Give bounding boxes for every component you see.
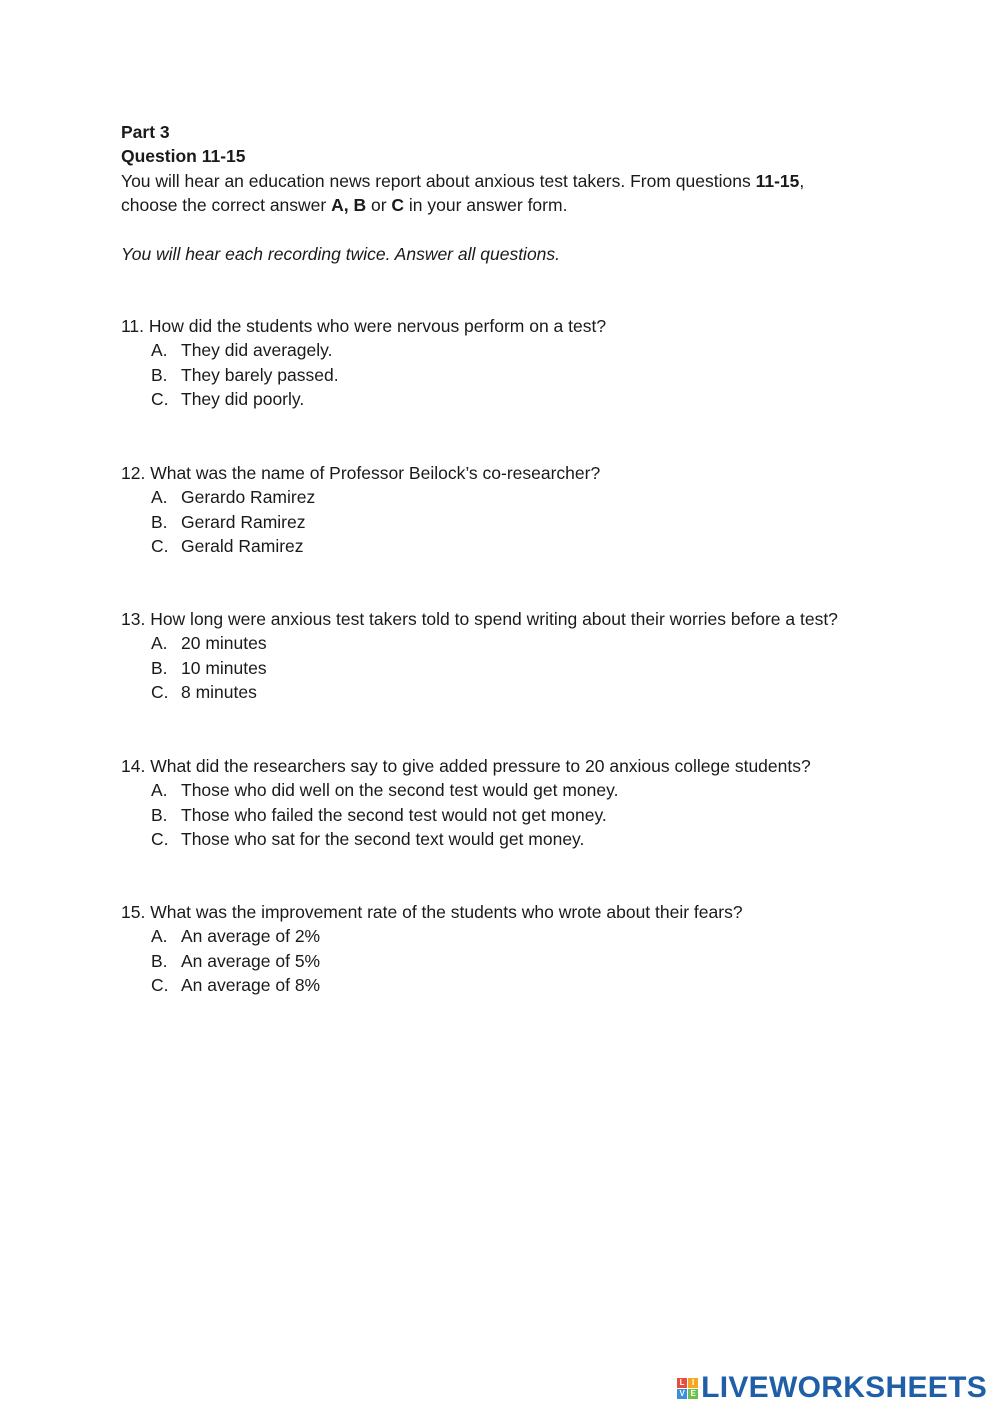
logo-wordmark: LIVEWORKSHEETS — [701, 1371, 987, 1404]
option-letter: C. — [151, 389, 169, 410]
option-text: Gerald Ramirez — [181, 536, 304, 557]
answer-options — [121, 338, 606, 411]
option-text: Those who sat for the second text would get money. — [181, 829, 585, 850]
option-b[interactable] — [121, 510, 600, 534]
logo-letter-i: I — [688, 1378, 698, 1388]
option-letter: B. — [151, 804, 168, 825]
option-b[interactable] — [121, 949, 743, 973]
intro-bold-c: C — [391, 195, 405, 216]
listening-instruction: You will hear each recording twice. Answer all questions. — [121, 243, 561, 264]
option-c[interactable] — [121, 534, 600, 558]
question-12 — [121, 461, 600, 559]
intro-bold-ab: A, B — [331, 195, 367, 216]
option-text: They did poorly. — [181, 389, 305, 410]
option-letter: B. — [151, 511, 168, 532]
intro-text-c: choose the correct answer — [121, 195, 332, 216]
question-14 — [121, 754, 811, 852]
question-text: 13. How long were anxious test takers told to spend writing about their worries before a test? — [121, 609, 838, 629]
question-text: 14. What did the researchers say to give added pressure to 20 anxious college students? — [121, 756, 811, 776]
option-letter: B. — [151, 364, 168, 385]
answer-options — [121, 485, 600, 558]
question-13 — [121, 607, 838, 705]
worksheet-page — [121, 120, 941, 266]
intro-bold-range: 11-15 — [755, 170, 800, 191]
option-c[interactable] — [121, 973, 743, 997]
option-letter: C. — [151, 975, 169, 996]
option-letter: A. — [151, 633, 168, 654]
intro-line-1 — [121, 169, 941, 193]
option-text: An average of 5% — [181, 950, 321, 971]
question-15 — [121, 900, 743, 998]
option-text: They did averagely. — [181, 340, 333, 361]
option-a[interactable] — [121, 924, 743, 948]
intro-text-a: You will hear an education news report about anxious test takers. From questions — [121, 170, 756, 191]
option-text: An average of 2% — [181, 926, 321, 947]
option-letter: B. — [151, 950, 168, 971]
question-text: 12. What was the name of Professor Beilock’s co-researcher? — [121, 463, 601, 483]
answer-options — [121, 778, 811, 851]
option-letter: C. — [151, 536, 169, 557]
liveworksheets-logo[interactable] — [677, 1372, 987, 1404]
option-b[interactable] — [121, 656, 838, 680]
option-text: Gerardo Ramirez — [181, 487, 316, 508]
option-c[interactable] — [121, 387, 606, 411]
question-text: 11. How did the students who were nervous perform on a test? — [121, 316, 607, 336]
option-letter: C. — [151, 829, 169, 850]
option-a[interactable] — [121, 631, 838, 655]
option-text: Gerard Ramirez — [181, 511, 306, 532]
answer-options — [121, 631, 838, 704]
intro-line-2 — [121, 193, 941, 217]
option-letter: B. — [151, 657, 168, 678]
logo-letter-v: V — [677, 1389, 687, 1399]
option-text: 20 minutes — [181, 633, 267, 654]
option-letter: A. — [151, 780, 168, 801]
question-11 — [121, 314, 606, 412]
option-text: Those who did well on the second test would get money. — [181, 780, 619, 801]
option-text: They barely passed. — [181, 364, 339, 385]
intro-text-or: or — [366, 195, 392, 216]
option-text: An average of 8% — [181, 975, 321, 996]
question-text: 15. What was the improvement rate of the students who wrote about their fears? — [121, 902, 743, 922]
option-text: 8 minutes — [181, 682, 257, 703]
option-b[interactable] — [121, 803, 811, 827]
question-range-heading: Question 11-15 — [121, 146, 246, 167]
answer-options — [121, 924, 743, 997]
option-text: 10 minutes — [181, 657, 267, 678]
option-b[interactable] — [121, 363, 606, 387]
option-c[interactable] — [121, 827, 811, 851]
option-c[interactable] — [121, 680, 838, 704]
logo-mark-icon — [677, 1378, 698, 1399]
option-a[interactable] — [121, 338, 606, 362]
part-heading: Part 3 — [121, 122, 170, 142]
logo-letter-e: E — [688, 1389, 698, 1399]
logo-letter-l: L — [677, 1378, 687, 1388]
option-letter: A. — [151, 487, 168, 508]
option-letter: A. — [151, 926, 168, 947]
option-letter: A. — [151, 340, 168, 361]
option-a[interactable] — [121, 778, 811, 802]
intro-text-b: , — [799, 170, 805, 191]
option-letter: C. — [151, 682, 169, 703]
intro-text-d: in your answer form. — [404, 195, 568, 216]
option-a[interactable] — [121, 485, 600, 509]
option-text: Those who failed the second test would not get money. — [181, 804, 607, 825]
